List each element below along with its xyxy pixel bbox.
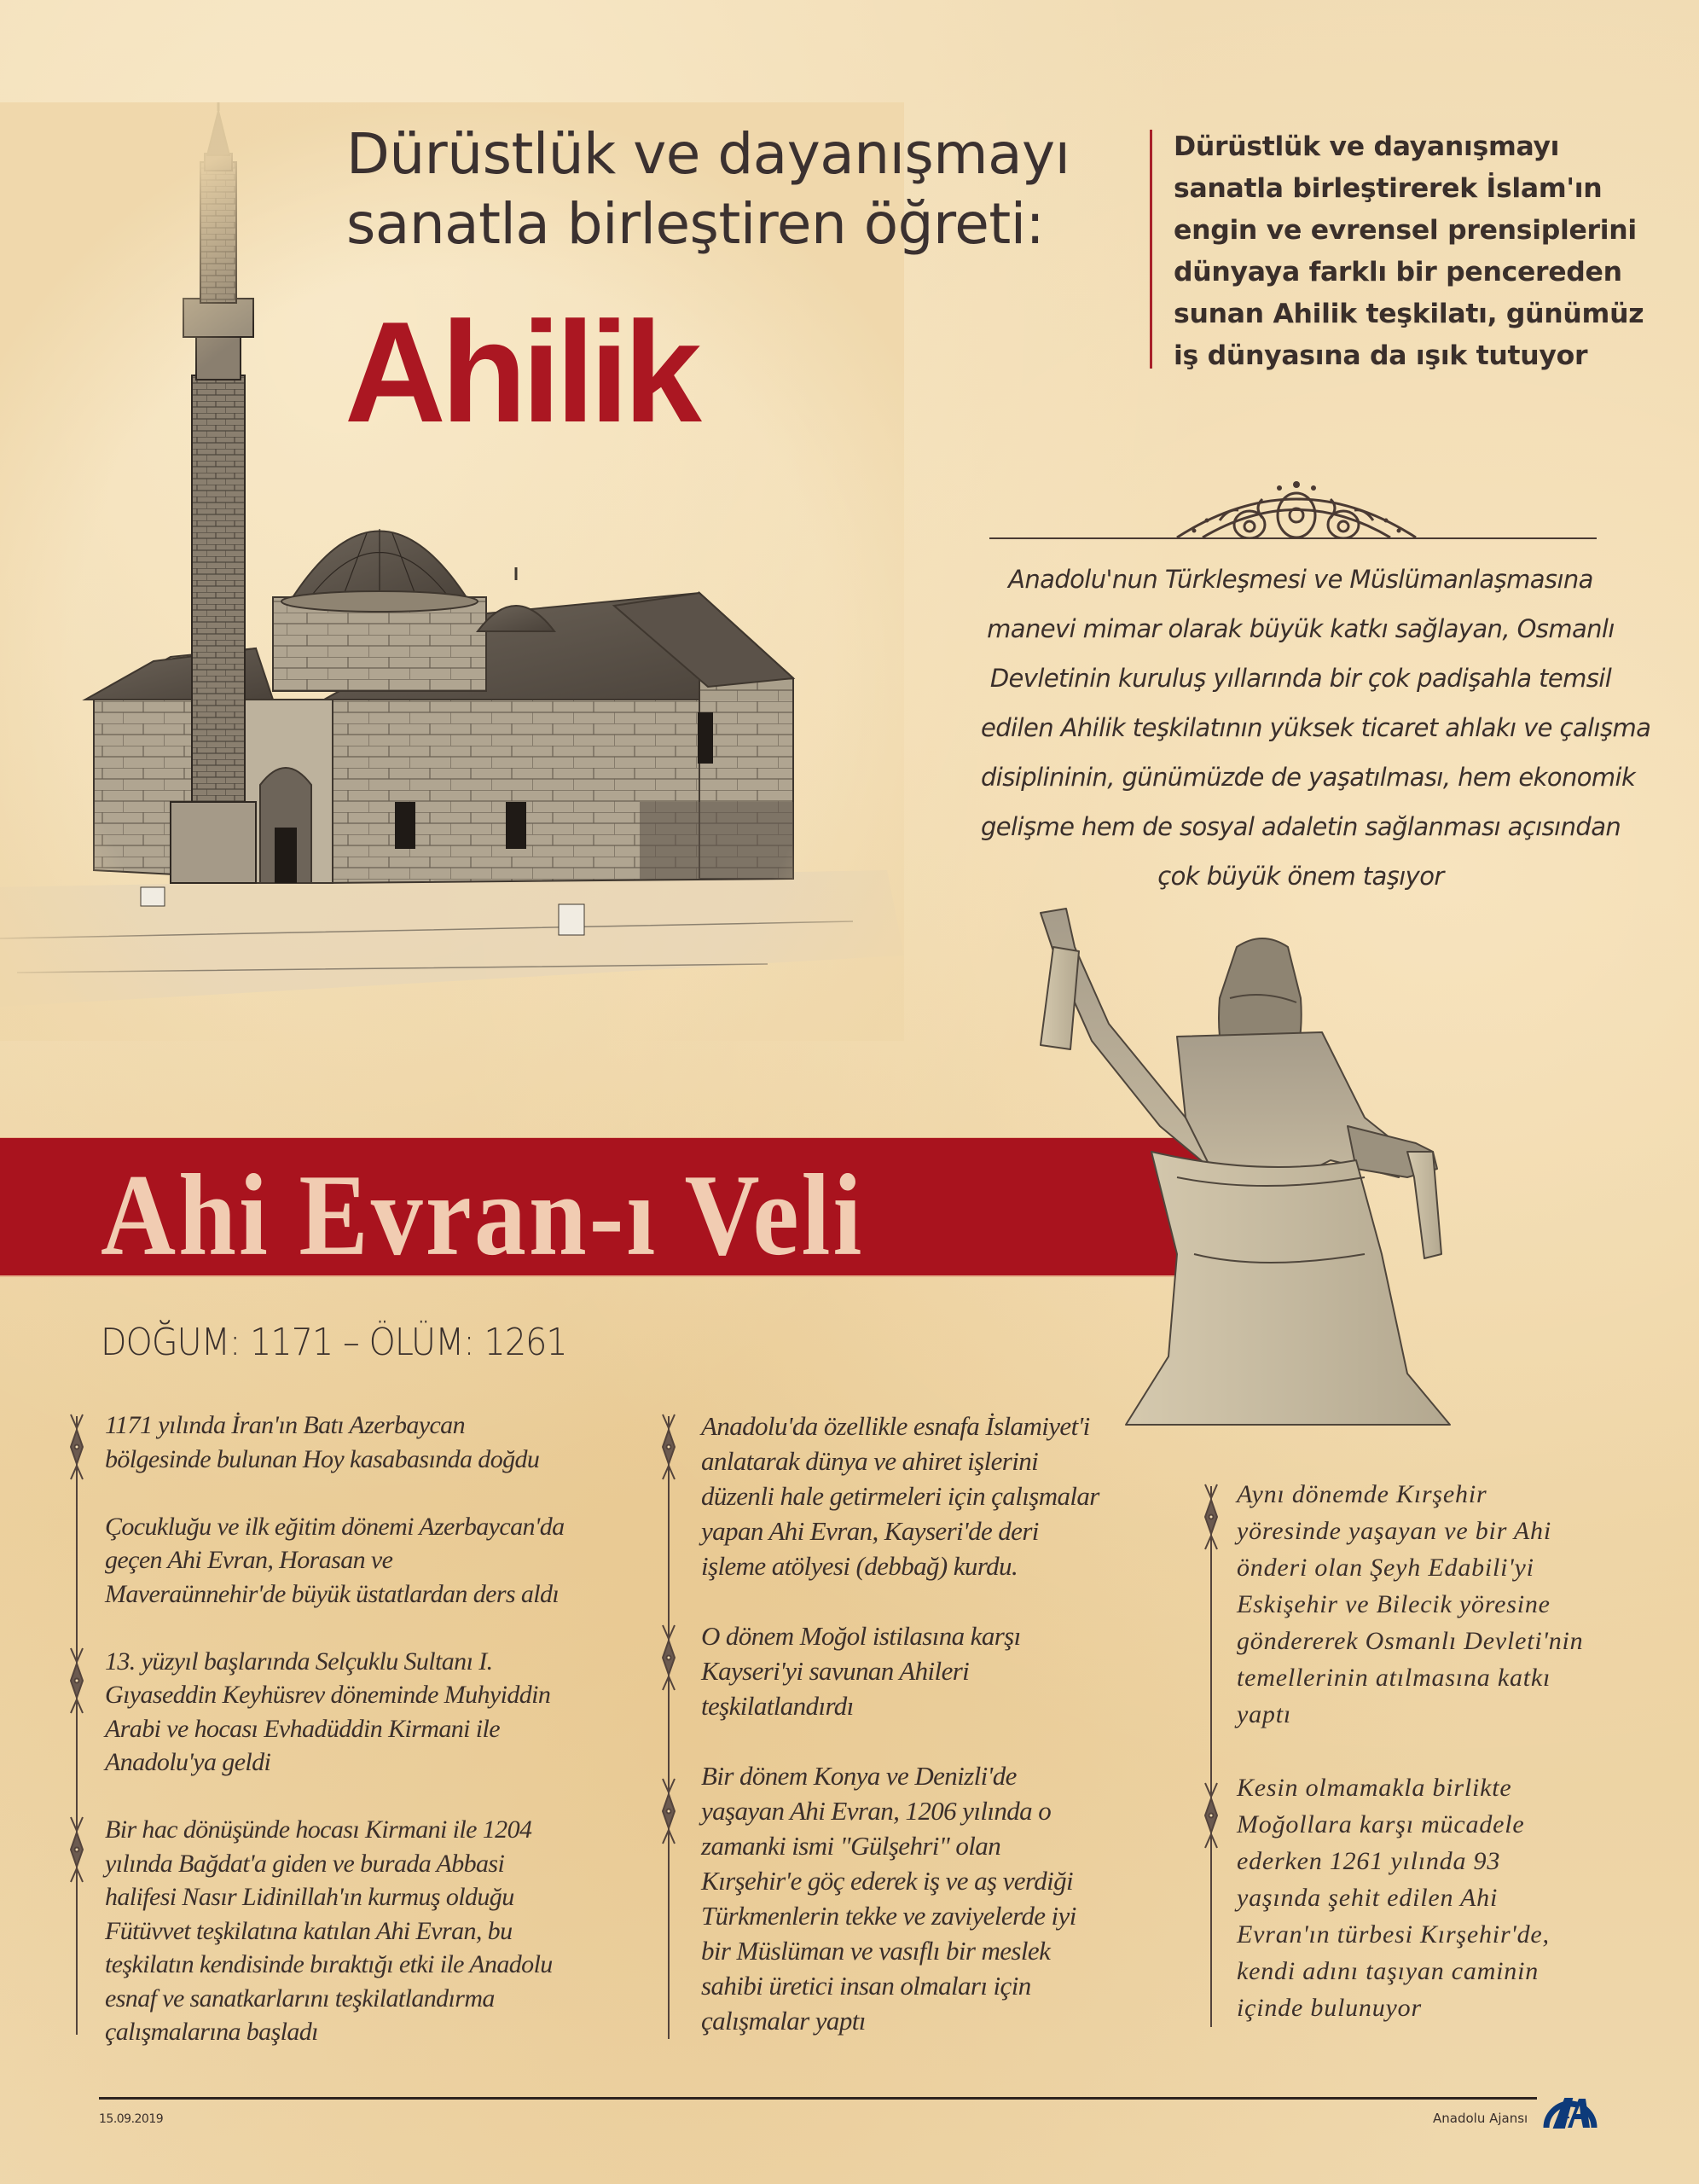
intro-text: [1174, 126, 1644, 377]
entry-line: Anadolu'ya geldi: [105, 1748, 271, 1776]
entry-line: Eskişehir ve Bilecik yöresine: [1237, 1590, 1551, 1618]
entry-line: Bir dönem Konya ve Denizli'de: [701, 1761, 1017, 1791]
timeline-marker-icon: [1202, 1781, 1221, 1850]
timeline-marker-icon: [67, 1815, 86, 1884]
intro-line: sunan Ahilik teşkilatı, günümüz: [1174, 299, 1644, 329]
timeline-marker-icon: [659, 1413, 678, 1481]
entry-line: yaşında şehit edilen Ahi: [1237, 1884, 1499, 1912]
entry-line: O dönem Moğol istilasına karşı: [701, 1621, 1021, 1651]
timeline-entry: [701, 1758, 1099, 2038]
entry-line: Bir hac dönüşünde hocası Kirmani ile 1204: [105, 1815, 532, 1844]
entry-line: sahibi üretici insan olmaları için: [701, 1971, 1031, 2001]
entry-line: Kırşehir'e göç ederek iş ve aş verdiği: [701, 1866, 1074, 1896]
entry-line: halifesi Nasır Lidinillah'ın kurmuş olduğu: [105, 1883, 514, 1911]
quote-line: edilen Ahilik teşkilatının yüksek ticaret ahlakı ve çalışma: [981, 713, 1651, 742]
intro-line: dünyaya farklı bir pencereden: [1174, 257, 1622, 288]
entry-line: zamanki ismi "Gülşehri" olan: [701, 1831, 1001, 1861]
entry-line: Anadolu'da özellikle esnafa İslamiyet'i: [701, 1411, 1090, 1441]
entry-line: kendi adını taşıyan caminin: [1237, 1957, 1540, 1985]
quote-line: disiplininin, günümüzde de yaşatılması, hem ekonomik: [981, 763, 1636, 792]
timeline-marker-icon: [659, 1623, 678, 1692]
publish-date: 15.09.2019: [99, 2112, 164, 2126]
entry-line: Kesin olmamakla birlikte: [1237, 1774, 1512, 1802]
timeline-column-2: [701, 1409, 1099, 2073]
timeline-entry: [105, 1813, 565, 2049]
timeline-entry: [1237, 1476, 1583, 1733]
intro-line: sanatla birleştirerek İslam'ın: [1174, 173, 1603, 204]
agency-name: Anadolu Ajansı: [1433, 2111, 1528, 2126]
statue-illustration: [1006, 896, 1621, 1450]
ornament-divider: [989, 537, 1597, 539]
timeline-line: [1210, 1486, 1212, 2027]
timeline-column-1: [105, 1409, 565, 2082]
page-title: Ahilik: [345, 292, 697, 452]
entry-line: Fütüvvet teşkilatına katılan Ahi Evran, bu: [105, 1916, 513, 1945]
timeline-entry: [105, 1510, 565, 1612]
entry-line: Aynı dönemde Kırşehir: [1237, 1480, 1487, 1508]
entry-line: temellerinin atılmasına katkı: [1237, 1664, 1551, 1692]
timeline-column-3: [1237, 1476, 1583, 2063]
timeline-entry: [701, 1409, 1099, 1583]
intro-line: engin ve evrensel prensiplerini: [1174, 215, 1637, 246]
subtitle-line-1: Dürüstlük ve dayanışmayı: [346, 121, 1070, 187]
entry-line: işleme atölyesi (debbağ) kurdu.: [701, 1551, 1018, 1581]
ornament-icon: [1168, 478, 1424, 539]
quote-text: [981, 555, 1651, 901]
timeline-entry: [701, 1618, 1099, 1723]
quote-line: Devletinin kuruluş yıllarında bir çok padişahla temsil: [989, 664, 1612, 693]
timeline-entry: [105, 1409, 565, 1476]
intro-line: iş dünyasına da ışık tutuyor: [1174, 340, 1588, 371]
aa-logo-icon: [1542, 2083, 1598, 2131]
entry-line: göndererek Osmanlı Devleti'nin: [1237, 1627, 1584, 1655]
entry-line: Kayseri'yi savunan Ahileri: [701, 1656, 970, 1686]
entry-line: yöresinde yaşayan ve bir Ahi: [1237, 1517, 1551, 1545]
footer-divider: [99, 2097, 1537, 2100]
entry-line: bölgesinde bulunan Hoy kasabasında doğdu: [105, 1444, 540, 1473]
entry-line: Gıyaseddin Keyhüsrev döneminde Muhyiddin: [105, 1681, 551, 1709]
quote-line: gelişme hem de sosyal adaletin sağlanması açısından: [981, 812, 1621, 841]
entry-line: yılında Bağdat'a giden ve burada Abbasi: [105, 1849, 505, 1878]
timeline-entry: [1237, 1769, 1583, 2026]
timeline-marker-icon: [1202, 1483, 1221, 1551]
quote-line: manevi mimar olarak büyük katkı sağlayan, Osmanlı: [987, 614, 1615, 643]
entry-line: teşkilatlandırdı: [701, 1691, 854, 1721]
entry-line: teşkilatın kendisinde bıraktığı etki ile Anadolu: [105, 1950, 553, 1978]
timeline-entry: [105, 1645, 565, 1780]
intro-line: Dürüstlük ve dayanışmayı: [1174, 131, 1560, 162]
entry-line: çalışmalarına başladı: [105, 2018, 318, 2046]
entry-line: yaşayan Ahi Evran, 1206 yılında o: [701, 1796, 1052, 1826]
entry-line: Moğollara karşı mücadele: [1237, 1810, 1525, 1838]
entry-line: geçen Ahi Evran, Horasan ve: [105, 1546, 393, 1574]
timeline-marker-icon: [659, 1777, 678, 1845]
entry-line: 1171 yılında İran'ın Batı Azerbaycan: [105, 1411, 465, 1439]
entry-line: yaptı: [1237, 1700, 1291, 1728]
entry-line: içinde bulunuyor: [1237, 1994, 1422, 2022]
subtitle-line-2: sanatla birleştiren öğreti:: [346, 191, 1045, 257]
entry-line: Arabi ve hocası Evhadüddin Kirmani ile: [105, 1714, 500, 1743]
entry-line: bir Müslüman ve vasıflı bir meslek: [701, 1936, 1051, 1966]
quote-line: çok büyük önem taşıyor: [1157, 862, 1444, 891]
entry-line: çalışmalar yaptı: [701, 2006, 866, 2036]
timeline-marker-icon: [67, 1647, 86, 1715]
entry-line: Türkmenlerin tekke ve zaviyelerde iyi: [701, 1901, 1076, 1931]
quote-line: Anadolu'nun Türkleşmesi ve Müslümanlaşmasına: [1008, 565, 1593, 594]
entry-line: ederken 1261 yılında 93: [1237, 1847, 1501, 1875]
banner-title: Ahi Evran-ı Veli: [101, 1150, 865, 1281]
intro-accent-rule: [1150, 130, 1152, 369]
timeline-marker-icon: [67, 1413, 86, 1481]
timeline-line: [668, 1416, 670, 2039]
entry-line: esnaf ve sanatkarlarını teşkilatlandırma: [105, 1984, 495, 2013]
entry-line: düzenli hale getirmeleri için çalışmalar: [701, 1481, 1099, 1511]
entry-line: Evran'ın türbesi Kırşehir'de,: [1237, 1920, 1550, 1949]
entry-line: Maveraünnehir'de büyük üstatlardan ders aldı: [105, 1579, 560, 1608]
timeline-line: [76, 1416, 78, 2035]
birth-death-dates: DOĞUM: 1171 – ÖLÜM: 1261: [101, 1321, 567, 1364]
entry-line: anlatarak dünya ve ahiret işlerini: [701, 1446, 1039, 1476]
entry-line: yapan Ahi Evran, Kayseri'de deri: [701, 1516, 1039, 1546]
entry-line: önderi olan Şeyh Edabili'yi: [1237, 1554, 1534, 1582]
entry-line: 13. yüzyıl başlarında Selçuklu Sultanı I.: [105, 1647, 493, 1676]
entry-line: Çocukluğu ve ilk eğitim dönemi Azerbaycan'da: [105, 1512, 565, 1541]
